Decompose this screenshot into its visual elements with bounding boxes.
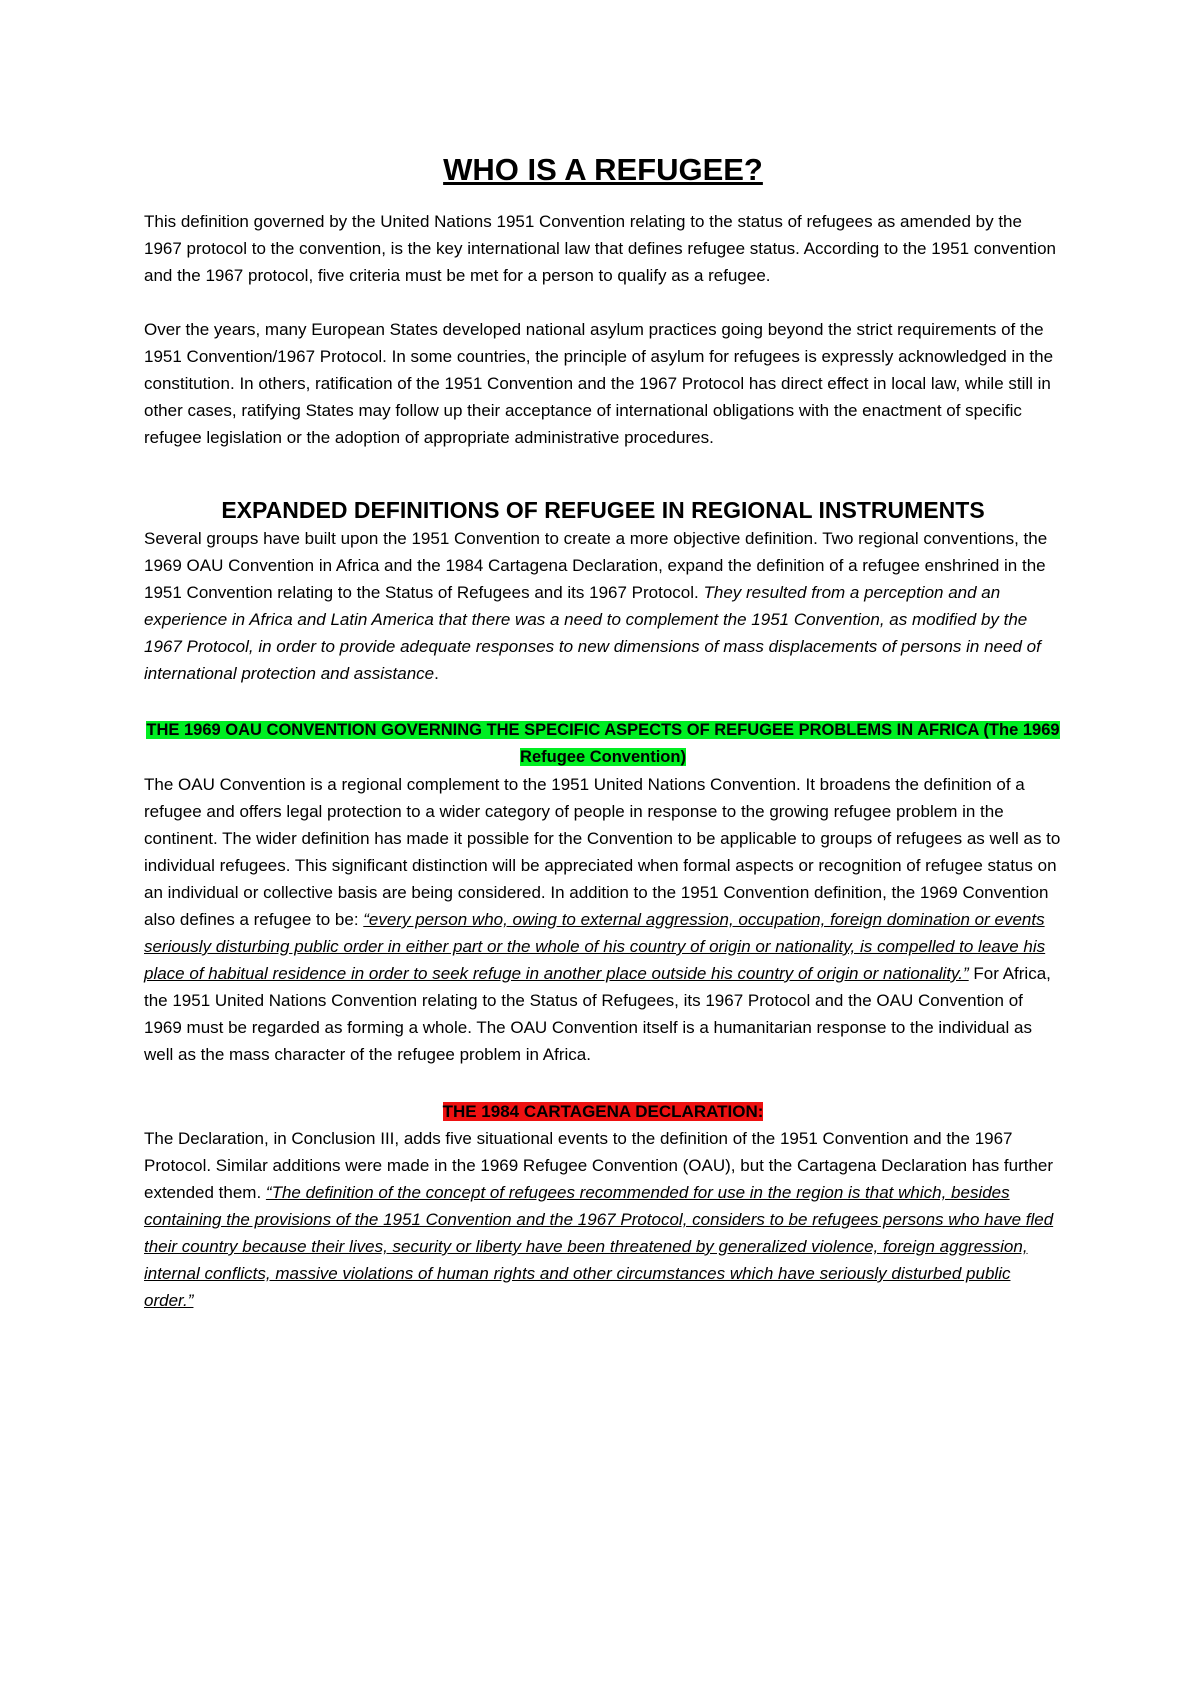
europe-paragraph: Over the years, many European States developed national asylum practices going beyond the strict requirements of the 1951 Convention/1967 Protocol. In some countries, the principle of asylum for refugees is expressly acknowledged in the constitution. In others, ratification of the 1951 Convention and the 1967 Protocol has direct effect in local law, while still in other cases, ratifying States may follow up their acceptance of international obligations with the enactment of specific refugee legislation or the adoption of appropriate administrative procedures. <box>144 320 1054 447</box>
oau-paragraph <box>144 771 1062 1068</box>
paragraph-spacer <box>144 1068 1062 1098</box>
expanded-end: . <box>434 664 439 683</box>
oau-heading-highlight: THE 1969 OAU CONVENTION GOVERNING THE SPECIFIC ASPECTS OF REFUGEE PROBLEMS IN AFRICA (The 1969 Refugee Convention) <box>146 721 1060 766</box>
paragraph-spacer <box>144 451 1062 495</box>
paragraph-spacer <box>144 687 1062 717</box>
expanded-definitions-heading: EXPANDED DEFINITIONS OF REFUGEE IN REGIONAL INSTRUMENTS <box>221 497 985 523</box>
oau-quote: “every person who, owing to external aggression, occupation, foreign domination or events seriously disturbing public order in either part or the whole of his country of origin or nationality, is compelled to leave his place of habitual residence in order to seek refuge in another place outside his country of origin or nationality.” <box>144 910 1046 983</box>
cartagena-text-before: The Declaration, in Conclusion III, adds five situational events to the definition of the 1951 Convention and the 1967 Protocol. Similar additions were made in the 1969 Refugee Convention (OAU), but the Cartagena Declaration has further extended them. <box>144 1129 1054 1202</box>
expanded-italic-text: They resulted from a perception and an experience in Africa and Latin America that there was a need to complement the 1951 Convention, as modified by the 1967 Protocol, in order to provide adequate responses to new dimensions of mass displacements of persons in need of international protection and assistance <box>144 583 1041 683</box>
intro-paragraph: This definition governed by the United Nations 1951 Convention relating to the status of refugees as amended by the 1967 protocol to the convention, is the key international law that defines refugee status. According to the 1951 convention and the 1967 protocol, five criteria must be met for a person to qualify as a refugee. <box>144 212 1056 285</box>
cartagena-heading-highlight: THE 1984 CARTAGENA DECLARATION: <box>442 1102 764 1121</box>
oau-text-before: The OAU Convention is a regional complement to the 1951 United Nations Convention. It broadens the definition of a refugee and offers legal protection to a wider category of people in response to the growing refugee problem in the continent. The wider definition has made it possible for the Convention to be applicable to groups of refugees as well as to individual refugees. This significant distinction will be appreciated when formal aspects or recognition of refugee status on an individual or collective basis are being considered. In addition to the 1951 Convention definition, the 1969 Convention also defines a refugee to be: <box>144 775 1061 929</box>
oau-heading <box>144 717 1062 771</box>
cartagena-quote: “The definition of the concept of refugees recommended for use in the region is that which, besides containing the provisions of the 1951 Convention and the 1967 Protocol, considers to be refugees persons who have fled their country because their lives, security or liberty have been threatened by generalized violence, foreign aggression, internal conflicts, massive violations of human rights and other circumstances which have seriously disturbed public order.” <box>144 1183 1054 1310</box>
expanded-text: Several groups have built upon the 1951 Convention to create a more objective definition. Two regional conventions, the 1969 OAU Convention in Africa and the 1984 Cartagena Declaration, expand the definition of a refugee enshrined in the 1951 Convention relating to the Status of Refugees and its 1967 Protocol. <box>144 529 1048 602</box>
paragraph-spacer <box>144 289 1062 316</box>
oau-text-after: For Africa, the 1951 United Nations Convention relating to the Status of Refugees, its 1967 Protocol and the OAU Convention of 1969 must be regarded as forming a whole. The OAU Convention itself is a humanitarian response to the individual as well as the mass character of the refugee problem in Africa. <box>144 964 1051 1064</box>
document-page <box>144 150 1062 1314</box>
cartagena-paragraph <box>144 1125 1062 1314</box>
page-title: WHO IS A REFUGEE? <box>443 152 763 187</box>
expanded-definitions-paragraph <box>144 525 1062 687</box>
cartagena-heading <box>144 1098 1062 1125</box>
